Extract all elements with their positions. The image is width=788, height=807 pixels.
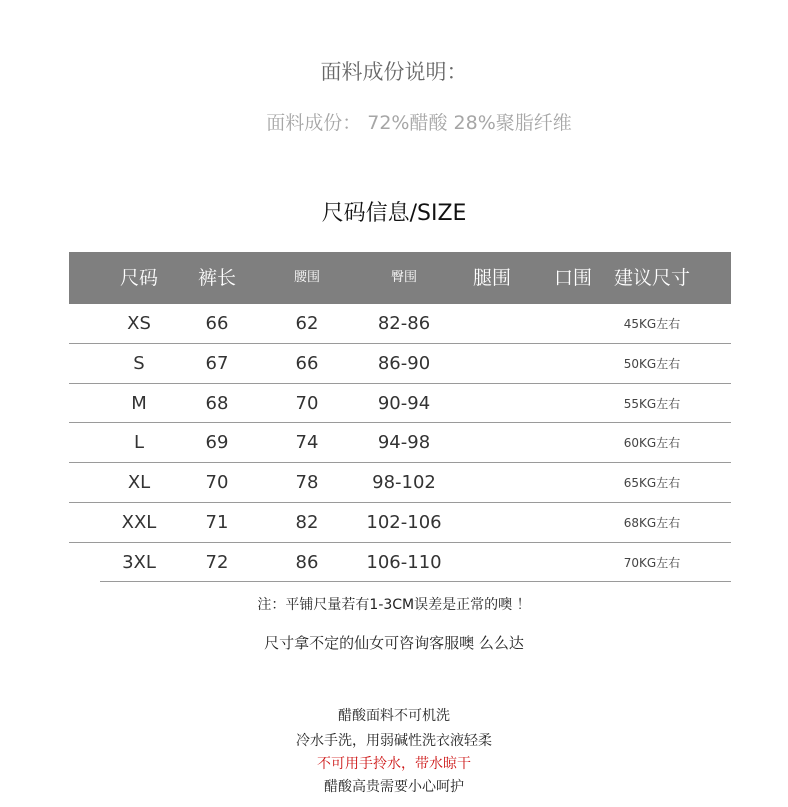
cell-length: 72 xyxy=(205,552,229,573)
cell-waist: 66 xyxy=(295,353,319,374)
cell-size: 3XL xyxy=(122,552,156,573)
cell-length: 71 xyxy=(205,512,229,533)
cell-waist: 82 xyxy=(295,512,319,533)
fabric-composition: 面料成份： 72%醋酸 28%聚脂纤维 xyxy=(266,112,572,134)
cell-hip: 102-106 xyxy=(366,512,442,533)
header-hem: 口围 xyxy=(553,267,593,289)
table-bottom-divider xyxy=(100,581,731,582)
measurement-note: 注：平铺尺量若有1-3CM误差是正常的噢 ！ xyxy=(257,597,531,613)
table-row xyxy=(0,384,788,424)
cell-length: 68 xyxy=(205,393,229,414)
fabric-section-title: 面料成份说明： xyxy=(320,60,468,84)
cell-hip: 82-86 xyxy=(377,313,431,334)
header-hip: 臀围 xyxy=(390,270,418,285)
cell-length: 69 xyxy=(205,432,229,453)
header-size: 尺码 xyxy=(119,267,159,289)
cell-size: M xyxy=(131,393,147,414)
care-line-4: 醋酸高贵需要小心呵护 xyxy=(324,779,464,795)
cell-waist: 74 xyxy=(295,432,319,453)
cell-length: 70 xyxy=(205,472,229,493)
table-row xyxy=(0,423,788,463)
cell-size: XS xyxy=(127,313,151,334)
cell-recommended: 70KG左右 xyxy=(623,556,681,570)
cell-size: XL xyxy=(127,472,151,493)
cell-waist: 78 xyxy=(295,472,319,493)
cell-hip: 90-94 xyxy=(377,393,431,414)
table-row xyxy=(0,463,788,503)
cell-recommended: 45KG左右 xyxy=(623,317,681,331)
table-row xyxy=(0,503,788,543)
table-row xyxy=(0,344,788,384)
table-row xyxy=(0,543,788,583)
table-row xyxy=(0,304,788,344)
cell-recommended: 55KG左右 xyxy=(623,397,681,411)
cell-hip: 86-90 xyxy=(377,353,431,374)
header-recommended: 建议尺寸 xyxy=(613,267,691,289)
cell-length: 66 xyxy=(205,313,229,334)
care-warning: 不可用手拎水，带水晾干 xyxy=(317,756,471,772)
consult-note: 尺寸拿不定的仙女可咨询客服噢 么么达 xyxy=(264,634,524,652)
cell-recommended: 50KG左右 xyxy=(623,357,681,371)
cell-hip: 98-102 xyxy=(372,472,436,493)
cell-size: L xyxy=(133,432,145,453)
cell-waist: 62 xyxy=(295,313,319,334)
size-table-header xyxy=(69,252,731,304)
cell-recommended: 68KG左右 xyxy=(623,516,681,530)
cell-hip: 94-98 xyxy=(377,432,431,453)
size-section-title: 尺码信息/SIZE xyxy=(321,201,467,226)
header-length: 裤长 xyxy=(197,267,237,289)
cell-waist: 70 xyxy=(295,393,319,414)
cell-length: 67 xyxy=(205,353,229,374)
header-waist: 腰围 xyxy=(293,270,321,285)
cell-size: S xyxy=(133,353,145,374)
care-line-2: 冷水手洗，用弱碱性洗衣液轻柔 xyxy=(296,733,492,749)
cell-waist: 86 xyxy=(295,552,319,573)
header-thigh: 腿围 xyxy=(472,267,512,289)
cell-recommended: 60KG左右 xyxy=(623,436,681,450)
care-line-1: 醋酸面料不可机洗 xyxy=(338,708,450,724)
cell-recommended: 65KG左右 xyxy=(623,476,681,490)
cell-hip: 106-110 xyxy=(366,552,442,573)
cell-size: XXL xyxy=(121,512,157,533)
